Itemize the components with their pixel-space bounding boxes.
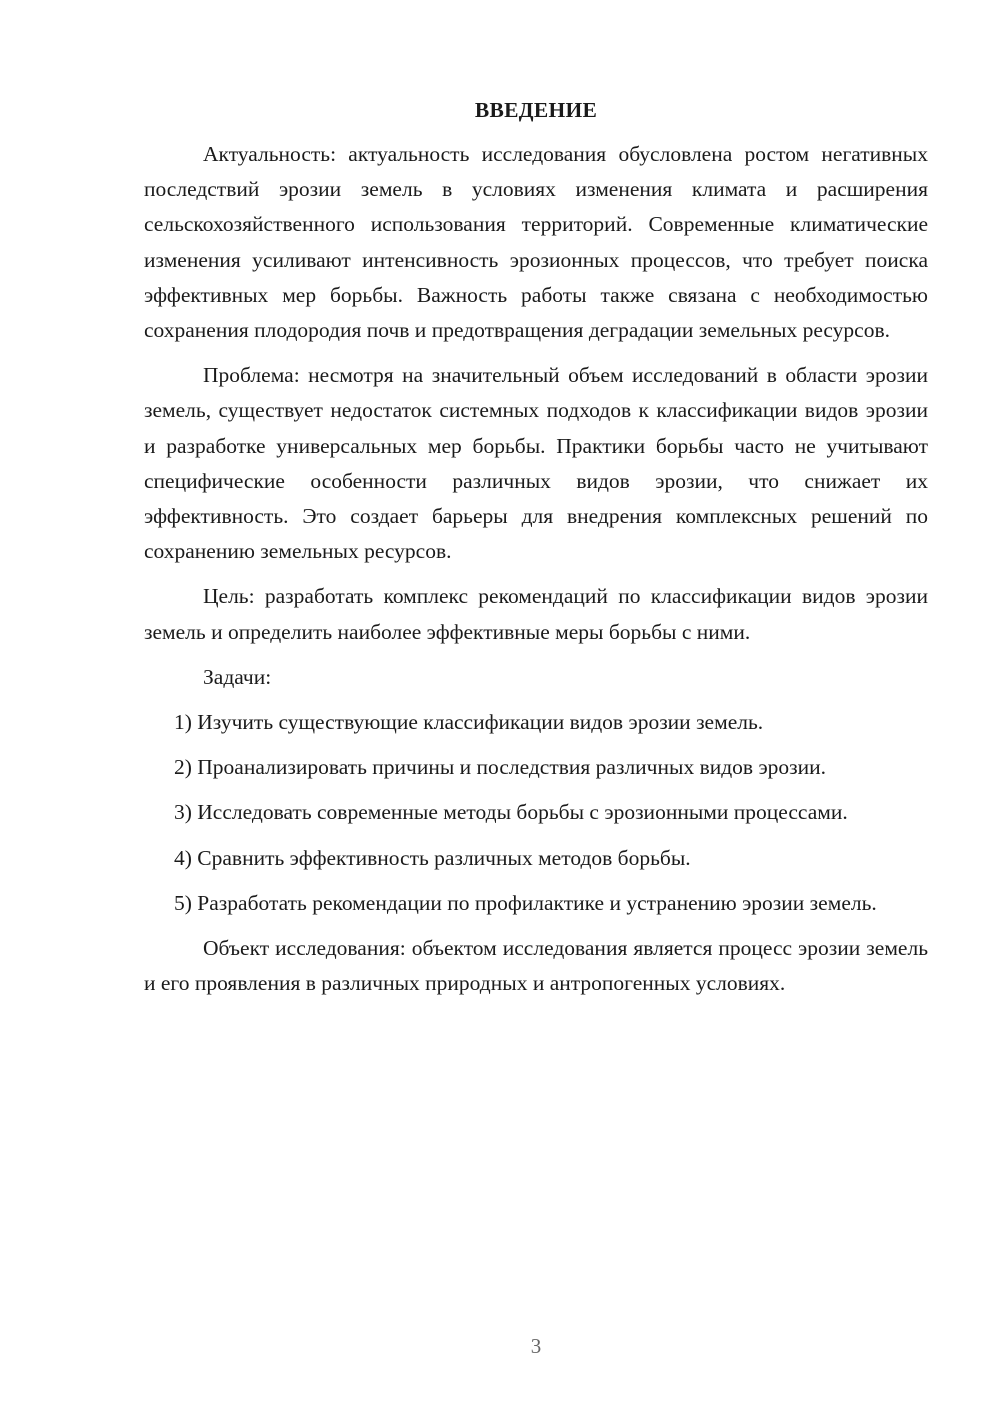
task-item-3: 3) Исследовать современные методы борьбы с эрозионными процессами. [174,800,848,825]
task-item-4: 4) Сравнить эффективность различных методов борьбы. [174,845,691,870]
relevance-paragraph: Актуальность: актуальность исследования обусловлена ростом негативных последствий эрозии земель в условиях изменения климата и расширения сельскохозяйственного использования территорий. Современные климатические изменения усиливают интенсивность эрозионных процессов, что требует поиска эффективных мер борьбы. Важность работы также связана с необходимостью сохранения плодородия почв и предотвращения деградации земельных ресурсов. [144,142,928,343]
task-item-5: 5) Разработать рекомендации по профилактике и устранению эрозии земель. [174,890,877,915]
goal-paragraph: Цель: разработать комплекс рекомендаций по классификации видов эрозии земель и определить наиболее эффективные меры борьбы с ними. [144,584,928,644]
problem-paragraph: Проблема: несмотря на значительный объем исследований в области эрозии земель, существует недостаток системных подходов к классификации видов эрозии и разработке универсальных мер борьбы. Практики борьбы часто не учитывают специфические особенности различных видов эрозии, что снижает их эффективность. Это создает барьеры для внедрения комплексных решений по сохранению земельных ресурсов. [144,363,928,564]
page-heading: ВВЕДЕНИЕ [474,98,598,122]
object-paragraph: Объект исследования: объектом исследования является процесс эрозии земель и его проявления в различных природных и антропогенных условиях. [144,936,928,996]
task-item-2: 2) Проанализировать причины и последствия различных видов эрозии. [174,755,827,780]
tasks-label: Задачи: [203,664,272,689]
page-body [144,95,928,1011]
task-item-1: 1) Изучить существующие классификации видов эрозии земель. [174,710,764,735]
page-number: 3 [530,1334,542,1358]
